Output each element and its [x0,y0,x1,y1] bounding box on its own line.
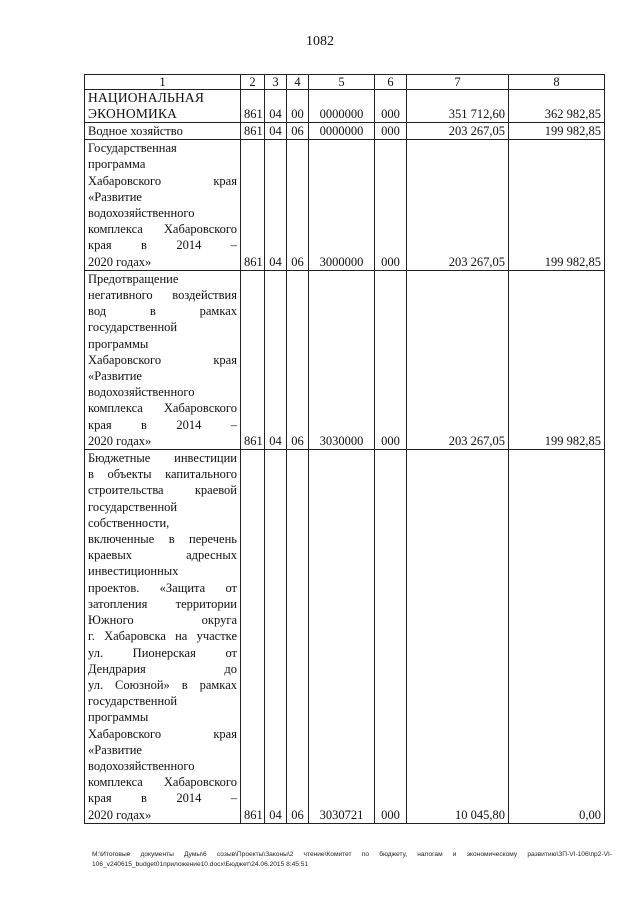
cell-c6: 000 [375,90,407,123]
description-line: программа [88,157,146,172]
description-line: края в 2014 – [88,238,237,253]
column-header-8: 8 [509,75,605,90]
description-line: водохозяйственного [88,758,195,773]
table-header-row [85,75,605,90]
description-line: собственности, [88,515,170,530]
description-line: «Развитие [88,369,142,384]
cell-c3: 04 [265,270,287,449]
column-header-7: 7 [407,75,509,90]
cell-c2: 861 [241,450,265,824]
cell-c4: 06 [287,450,309,824]
description-line: ул. Союзной» в рамках [88,677,237,692]
description-line: комплекса Хабаровского [88,222,237,237]
cell-c2: 861 [241,140,265,271]
description-line: включенные в перечень [88,532,237,547]
cell-c3: 04 [265,450,287,824]
cell-c5: 0000000 [309,123,375,140]
description-line: Государственная [88,141,177,156]
description-line: вод в рамках [88,304,237,319]
file-path-footer: M:\Итоговые документы Думы\6 созыв\Проекты\Законы\2 чтение\Комитет по бюджету, налогам и экономическому развитию\ЗП-VI-106\пр2-VI-106_v240615_budget01приложение10.docx\Бюджет\24.06.2015 8:45:51 [92,851,612,868]
cell-c2: 861 [241,270,265,449]
cell-c6: 000 [375,140,407,271]
cell-c4: 00 [287,90,309,123]
description-line: г. Хабаровска на участке [88,629,237,644]
cell-c8: 362 982,85 [509,90,605,123]
cell-c8: 199 982,85 [509,270,605,449]
cell-c5: 3030721 [309,450,375,824]
column-header-1: 1 [85,75,241,90]
cell-c8: 0,00 [509,450,605,824]
description-line: 2020 годах» [88,254,152,269]
row-description [85,140,241,271]
description-line: программы [88,710,149,725]
cell-c7: 203 267,05 [407,140,509,271]
cell-c3: 04 [265,123,287,140]
description-line: «Развитие [88,189,142,204]
description-line: Дендрария до [88,661,237,676]
description-line: краевых адресных [88,548,237,563]
cell-c6: 000 [375,270,407,449]
description-line: Хабаровского края [88,173,237,188]
cell-c3: 04 [265,90,287,123]
row-description [85,123,241,140]
cell-c7: 10 045,80 [407,450,509,824]
budget-table [84,74,605,824]
cell-c5: 3000000 [309,140,375,271]
description-line: затопления территории [88,596,237,611]
cell-c3: 04 [265,140,287,271]
column-header-3: 3 [265,75,287,90]
description-line: программы [88,336,149,351]
description-line: края в 2014 – [88,791,237,806]
cell-c8: 199 982,85 [509,123,605,140]
description-line: Хабаровского края [88,726,237,741]
cell-c7: 203 267,05 [407,270,509,449]
description-line: водохозяйственного [88,206,195,221]
row-description [85,450,241,824]
description-line: Предотвращение [88,271,179,286]
description-line: края в 2014 – [88,417,237,432]
column-header-6: 6 [375,75,407,90]
page-number: 1082 [306,34,334,49]
description-line: государственной [88,694,178,709]
column-header-2: 2 [241,75,265,90]
description-line: Южного округа [88,613,237,628]
table-row [85,90,605,123]
description-line: ул. Пионерская от [88,645,237,660]
table-row [85,270,605,449]
cell-c6: 000 [375,450,407,824]
description-line: негативного воздействия [88,288,237,303]
description-line: 2020 годах» [88,433,152,448]
table-row [85,123,605,140]
description-line: НАЦИОНАЛЬНАЯ [88,90,205,105]
cell-c2: 861 [241,90,265,123]
description-line: Хабаровского края [88,352,237,367]
description-line: проектов. «Защита от [88,580,237,595]
cell-c4: 06 [287,140,309,271]
description-line: 2020 годах» [88,807,152,822]
cell-c4: 06 [287,123,309,140]
description-line: инвестиционных [88,564,179,579]
cell-c5: 0000000 [309,90,375,123]
cell-c6: 000 [375,123,407,140]
description-line: государственной [88,499,178,514]
description-line: комплекса Хабаровского [88,775,237,790]
description-line: «Развитие [88,742,142,757]
row-description [85,270,241,449]
description-line: строительства краевой [88,483,237,498]
table-row [85,140,605,271]
column-header-4: 4 [287,75,309,90]
description-line: Водное хозяйство [88,124,183,138]
cell-c8: 199 982,85 [509,140,605,271]
description-line: Бюджетные инвестиции [88,451,237,466]
description-line: ЭКОНОМИКА [88,106,178,121]
description-line: комплекса Хабаровского [88,401,237,416]
description-line: государственной [88,320,178,335]
description-line: в объекты капитального [88,467,237,482]
row-description [85,90,241,123]
table-row [85,450,605,824]
cell-c7: 203 267,05 [407,123,509,140]
description-line: водохозяйственного [88,385,195,400]
cell-c2: 861 [241,123,265,140]
cell-c4: 06 [287,270,309,449]
cell-c5: 3030000 [309,270,375,449]
cell-c7: 351 712,60 [407,90,509,123]
column-header-5: 5 [309,75,375,90]
